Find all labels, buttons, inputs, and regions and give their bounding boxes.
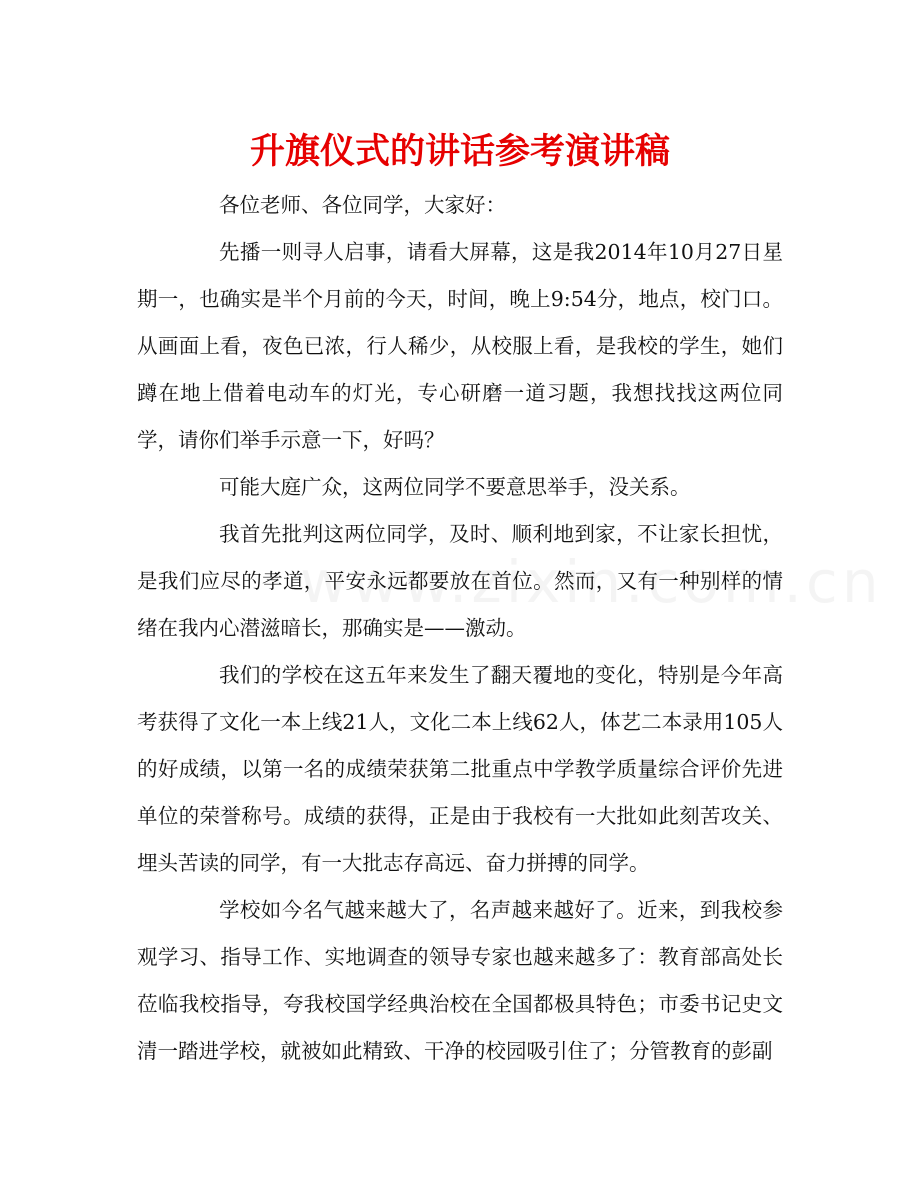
document-title: 升旗仪式的讲话参考演讲稿 (249, 132, 670, 172)
paragraph-no-hands: 可能大庭广众，这两位同学不要意思举手，没关系。 (219, 475, 691, 499)
paragraph-reputation: 学校如今名气越来越大了，名声越来越好了。近来，到我校参观学习、指导工作、实地调查的领导专家也越来越多了：教育部高处长莅临我校指导，夸我校国学经典治校在全国都极具特色；市委书记史文清一踏进学校，就被如此精致、干净的校园吸引住了；分管教育的彭副 (137, 898, 783, 1063)
paragraph-critique: 我首先批判这两位同学，及时、顺利地到家，不让家长担忧，是我们应尽的孝道，平安永远都要放在首位。然而，又有一种别样的情绪在我内心潜滋暗长，那确实是——激动。 (137, 522, 783, 640)
document-body (137, 182, 783, 1075)
paragraph-notice: 先播一则寻人启事，请看大屏幕，这是我2014年10月27日星期一，也确实是半个月前的今天，时间，晚上9:54分，地点，校门口。从画面上看，夜色已浓，行人稀少，从校服上看，是我校的学生，她们蹲在地上借着电动车的灯光，专心研磨一道习题，我想找找这两位同学，请你们举手示意一下，好吗？ (137, 240, 783, 452)
paragraph-greeting: 各位老师、各位同学，大家好： (219, 193, 506, 217)
paragraph-achievements: 我们的学校在这五年来发生了翻天覆地的变化，特别是今年高考获得了文化一本上线21人，文化二本上线62人，体艺二本录用105人的好成绩，以第一名的成绩荣获第二批重点中学教学质量综合评价先进单位的荣誉称号。成绩的获得，正是由于我校有一大批如此刻苦攻关、埋头苦读的同学，有一大批志存高远、奋力拼搏的同学。 (137, 663, 783, 875)
